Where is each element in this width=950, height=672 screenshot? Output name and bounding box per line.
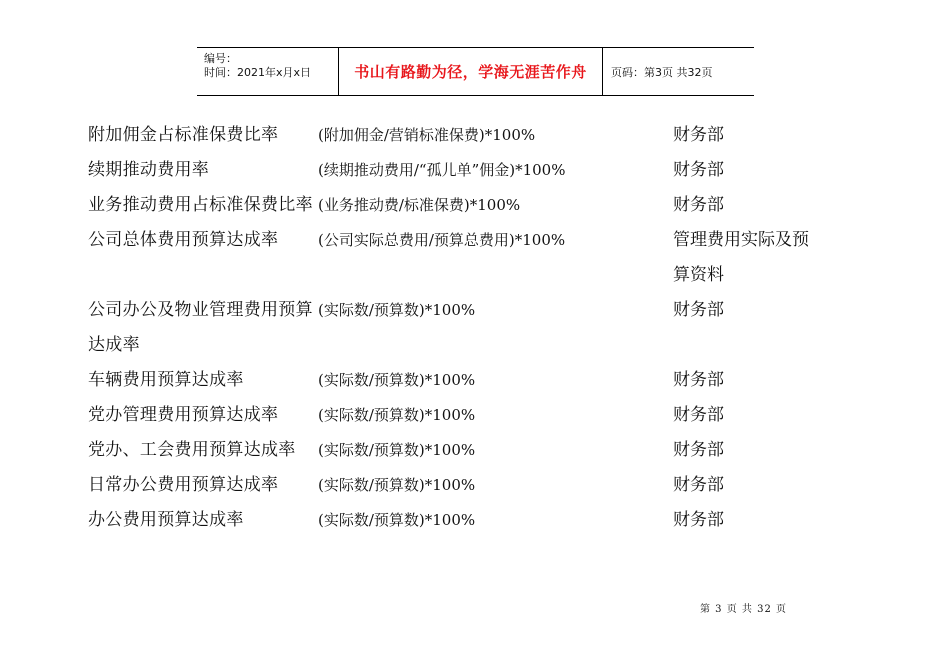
list-item (88, 503, 848, 538)
header-motto: 书山有路勤为径，学海无涯苦作舟 (339, 48, 603, 95)
indicator-name: 党办管理费用预算达成率 (88, 405, 279, 425)
page-footer: 第 3 页 共 32 页 (700, 604, 787, 615)
indicator-name: 办公费用预算达成率 (88, 510, 244, 530)
indicator-formula: (附加佣金/营销标准保费)*100% (318, 126, 536, 144)
indicator-name: 车辆费用预算达成率 (88, 370, 244, 390)
code-label: 编号： (204, 52, 237, 65)
indicator-formula: (续期推动费用/“孤儿单”佣金)*100% (318, 161, 566, 179)
indicator-name: 业务推动费用占标准保费比率 (88, 195, 313, 215)
indicator-name: 公司总体费用预算达成率 (88, 230, 279, 250)
indicator-dept: 管理费用实际及预算资料 (673, 230, 809, 285)
indicator-formula: (实际数/预算数)*100% (318, 371, 476, 389)
list-item (88, 118, 848, 153)
list-item (88, 468, 848, 503)
indicator-dept: 财务部 (673, 510, 724, 530)
indicator-name: 党办、工会费用预算达成率 (88, 440, 296, 460)
list-item (88, 188, 848, 223)
list-item (88, 363, 848, 398)
indicator-formula: (实际数/预算数)*100% (318, 511, 476, 529)
indicator-name: 公司办公及物业管理费用预算达成率 (88, 300, 313, 355)
indicator-name: 附加佣金占标准保费比率 (88, 125, 279, 145)
indicator-list (88, 118, 848, 538)
indicator-dept: 财务部 (673, 370, 724, 390)
indicator-dept: 财务部 (673, 195, 724, 215)
list-item (88, 223, 848, 293)
indicator-formula: (实际数/预算数)*100% (318, 301, 476, 319)
indicator-formula: (实际数/预算数)*100% (318, 406, 476, 424)
header-page-info: 页码：第3页 共32页 (611, 65, 713, 79)
time-label: 时间：2021年x月x日 (204, 66, 312, 79)
indicator-formula: (实际数/预算数)*100% (318, 441, 476, 459)
indicator-formula: (业务推动费/标准保费)*100% (318, 196, 521, 214)
indicator-formula: (公司实际总费用/预算总费用)*100% (318, 231, 566, 249)
indicator-dept: 财务部 (673, 405, 724, 425)
list-item (88, 433, 848, 468)
list-item (88, 293, 848, 363)
list-item (88, 398, 848, 433)
header-meta (197, 48, 339, 95)
indicator-dept: 财务部 (673, 300, 724, 320)
indicator-dept: 财务部 (673, 160, 724, 180)
indicator-dept: 财务部 (673, 125, 724, 145)
indicator-formula: (实际数/预算数)*100% (318, 476, 476, 494)
indicator-name: 日常办公费用预算达成率 (88, 475, 279, 495)
indicator-dept: 财务部 (673, 475, 724, 495)
page-header (197, 47, 754, 96)
list-item (88, 153, 848, 188)
indicator-name: 续期推动费用率 (88, 160, 210, 180)
indicator-dept: 财务部 (673, 440, 724, 460)
